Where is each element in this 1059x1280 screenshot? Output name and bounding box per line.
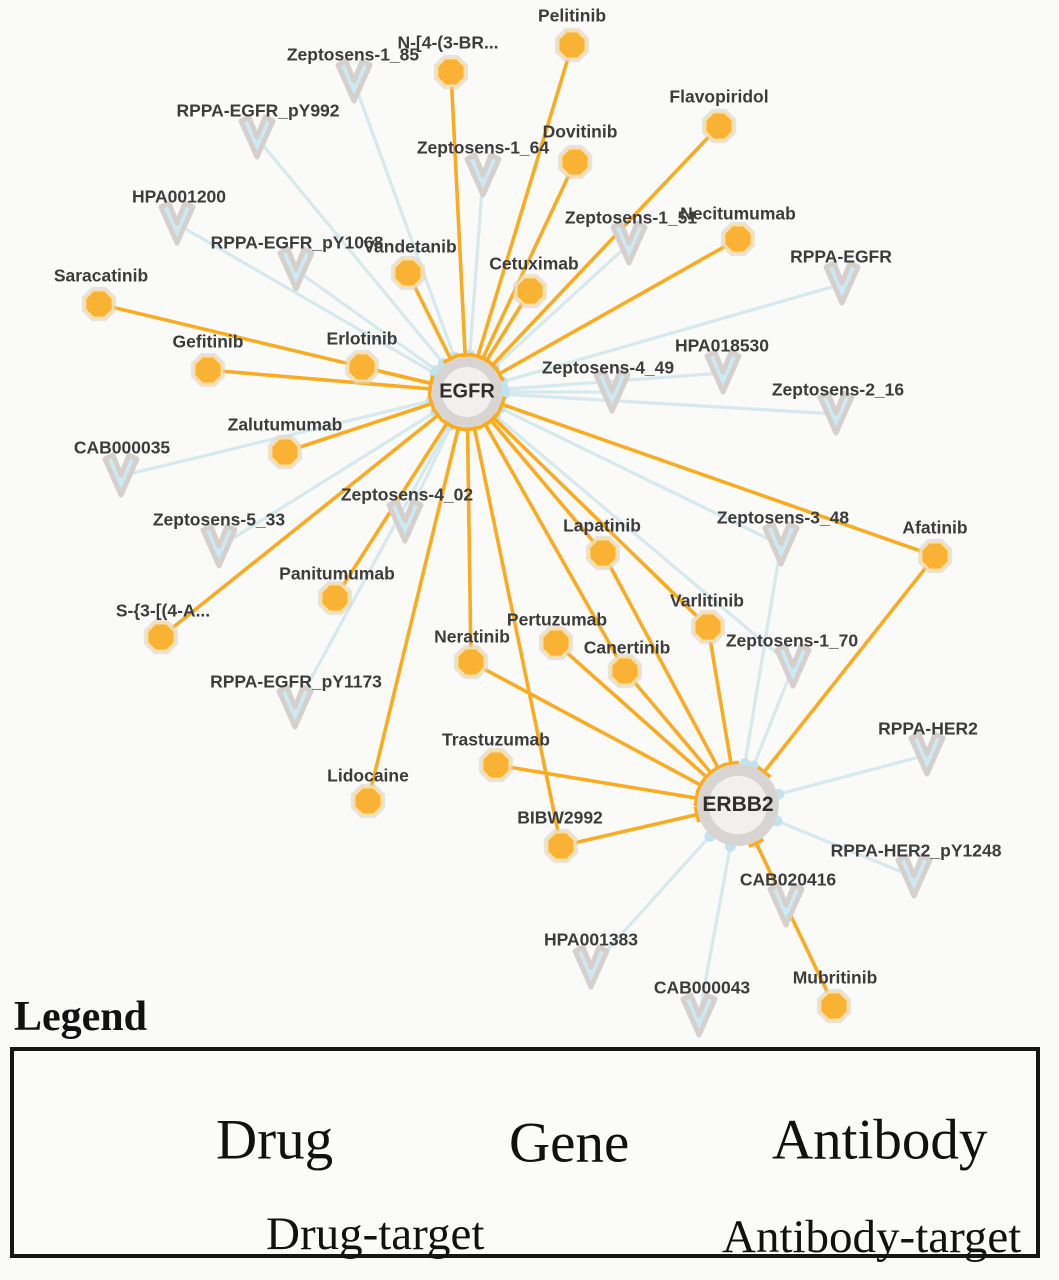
node-label-rppa_egfr_py992: RPPA-EGFR_pY992 [176,100,340,121]
legend-title: Legend [14,994,148,1040]
node-label-zeptosens_5_33: Zeptosens-5_33 [152,509,286,530]
node-necitumumab-drug-icon[interactable] [724,225,751,252]
node-label-vandetanib: Vandetanib [363,236,457,257]
node-afatinib-drug-icon[interactable] [921,542,948,569]
node-zeptosens_1_51-antibody-icon[interactable] [613,223,645,263]
node-label-zeptosens_1_70: Zeptosens-1_70 [725,630,859,651]
node-label-rppa_her2_py1248: RPPA-HER2_pY1248 [830,840,1002,861]
node-label-rppa_egfr: RPPA-EGFR [790,246,892,267]
node-label-cab000043: CAB000043 [653,977,751,998]
node-rppa_her2-antibody-icon[interactable] [911,734,943,774]
edge-lidocaine-egfr [368,428,458,801]
node-vandetanib-drug-icon[interactable] [394,259,421,286]
node-label-panitumumab: Panitumumab [279,563,395,584]
node-label-zeptosens_1_64: Zeptosens-1_64 [416,137,550,158]
edge-rppa_her2_py1248-erbb2 [777,821,914,877]
node-zalutumumab-drug-icon[interactable] [271,438,298,465]
node-zeptosens_1_85-antibody-icon[interactable] [338,61,370,101]
node-zeptosens_1_70-antibody-icon[interactable] [777,646,809,686]
edge-varlitinib-erbb2 [708,627,731,764]
node-zeptosens_4_49-antibody-icon[interactable] [596,371,628,411]
node-label-rppa_her2: RPPA-HER2 [878,718,978,739]
node-trastuzumab-drug-icon[interactable] [482,751,509,778]
node-zeptosens_2_16-antibody-icon[interactable] [820,393,852,433]
node-label-cab000035: CAB000035 [73,437,171,458]
node-cab000043-antibody-icon[interactable] [683,995,715,1035]
node-label-zeptosens_3_48: Zeptosens-3_48 [716,507,850,528]
node-pelitinib-drug-icon[interactable] [558,31,585,58]
node-varlitinib-drug-icon[interactable] [694,613,721,640]
edge-rppa_her2-erbb2 [779,755,927,794]
node-canertinib-drug-icon[interactable] [611,657,638,684]
node-erlotinib-drug-icon[interactable] [348,353,375,380]
node-bibw2992-drug-icon[interactable] [547,832,574,859]
node-label-n4_3br: N-[4-(3-BR... [397,32,499,53]
node-label-zeptosens_1_51: Zeptosens-1_51 [564,207,698,228]
edge-varlitinib-egfr [493,418,708,627]
node-label-trastuzumab: Trastuzumab [442,729,550,750]
edge-gefitinib-egfr [208,370,430,389]
node-rppa_egfr_py1068-antibody-icon[interactable] [280,249,312,289]
edge-cab000043-erbb2 [699,846,730,1016]
node-label-erbb2: ERBB2 [702,793,774,816]
node-egfr-gene-icon[interactable] [437,362,497,422]
node-label-hpa001383: HPA001383 [543,929,639,950]
node-gefitinib-drug-icon[interactable] [194,356,221,383]
edge-hpa001200-egfr [177,224,435,373]
node-lidocaine-drug-icon[interactable] [354,787,381,814]
node-label-rppa_egfr_py1068: RPPA-EGFR_pY1068 [210,232,384,253]
node-label-neratinib: Neratinib [434,626,510,647]
node-cetuximab-drug-icon[interactable] [516,277,543,304]
node-zeptosens_5_33-antibody-icon[interactable] [203,526,235,566]
edge-n4_3br-egfr [451,72,465,355]
node-label-saracatinib: Saracatinib [53,265,149,286]
node-pertuzumab-drug-icon[interactable] [542,629,569,656]
node-label-canertinib: Canertinib [583,637,671,658]
node-neratinib-drug-icon[interactable] [457,648,484,675]
edge-neratinib-egfr [468,429,471,662]
node-mubritinib-drug-icon[interactable] [820,992,847,1019]
node-label-cetuximab: Cetuximab [489,253,579,274]
node-label-egfr: EGFR [439,380,495,403]
edge-bibw2992-egfr-tee [467,427,483,430]
edge-hpa001383-erbb2 [591,836,710,968]
node-label-pelitinib: Pelitinib [537,5,607,26]
node-label-zalutumumab: Zalutumumab [227,414,343,435]
edge-n4_3br-egfr-tee [457,355,473,356]
legend-label-drug: Drug [216,1108,334,1172]
node-hpa001200-antibody-icon[interactable] [161,203,193,243]
edge-mubritinib-erbb2 [756,843,834,1006]
node-hpa001383-antibody-icon[interactable] [575,947,607,987]
node-label-hpa018530: HPA018530 [674,335,770,356]
node-label-zeptosens_4_49: Zeptosens-4_49 [541,357,675,378]
node-label-lapatinib: Lapatinib [563,515,641,536]
node-label-zeptosens_2_16: Zeptosens-2_16 [771,379,905,400]
node-label-pertuzumab: Pertuzumab [506,609,608,630]
node-label-lidocaine: Lidocaine [327,765,409,786]
node-label-zeptosens_1_85: Zeptosens-1_85 [286,44,420,65]
edge-canertinib-erbb2 [625,671,711,773]
legend-label-gene: Gene [509,1111,630,1175]
node-zeptosens_3_48-antibody-icon[interactable] [765,524,797,564]
edge-zeptosens_2_16-egfr [504,394,836,414]
node-label-bibw2992: BIBW2992 [517,807,603,828]
node-lapatinib-drug-icon[interactable] [589,539,616,566]
edge-trastuzumab-erbb2 [496,765,697,798]
node-label-cab020416: CAB020416 [739,869,837,890]
node-cab020416-antibody-icon[interactable] [770,885,802,925]
node-cab000035-antibody-icon[interactable] [105,455,137,495]
node-s3_4a-drug-icon[interactable] [147,623,174,650]
edge-bibw2992-erbb2 [561,814,697,846]
node-label-s3_4a: S-{3-[(4-A... [115,600,211,621]
node-label-afatinib: Afatinib [902,517,968,538]
legend-label-antibody-target: Antibody-target [722,1211,1022,1263]
node-flavopiridol-drug-icon[interactable] [705,112,732,139]
node-n4_3br-drug-icon[interactable] [437,58,464,85]
node-saracatinib-drug-icon[interactable] [85,290,112,317]
node-panitumumab-drug-icon[interactable] [321,584,348,611]
node-label-zeptosens_4_02: Zeptosens-4_02 [340,484,474,505]
node-label-varlitinib: Varlitinib [670,590,744,611]
node-label-dovitinib: Dovitinib [542,121,618,142]
node-label-mubritinib: Mubritinib [792,967,878,988]
edge-zeptosens_1_51-egfr [494,244,629,367]
node-rppa_egfr-antibody-icon[interactable] [826,263,858,303]
node-label-hpa001200: HPA001200 [131,186,227,207]
edge-afatinib-egfr [502,404,935,556]
node-label-gefitinib: Gefitinib [172,331,244,352]
node-label-erlotinib: Erlotinib [326,328,398,349]
edge-zeptosens_1_64-egfr [470,176,483,355]
node-hpa018530-antibody-icon[interactable] [707,352,739,392]
legend-label-drug-target: Drug-target [266,1208,485,1260]
node-label-flavopiridol: Flavopiridol [669,86,769,107]
node-zeptosens_1_64-antibody-icon[interactable] [467,155,499,195]
node-label-rppa_egfr_py1173: RPPA-EGFR_pY1173 [210,671,382,692]
node-dovitinib-drug-icon[interactable] [561,148,588,175]
node-rppa_her2_py1248-antibody-icon[interactable] [898,856,930,896]
node-erbb2-gene-icon[interactable] [703,770,773,840]
node-rppa_egfr_py1173-antibody-icon[interactable] [279,687,311,727]
node-label-necitumumab: Necitumumab [680,203,796,224]
legend-label-antibody: Antibody [772,1108,988,1172]
